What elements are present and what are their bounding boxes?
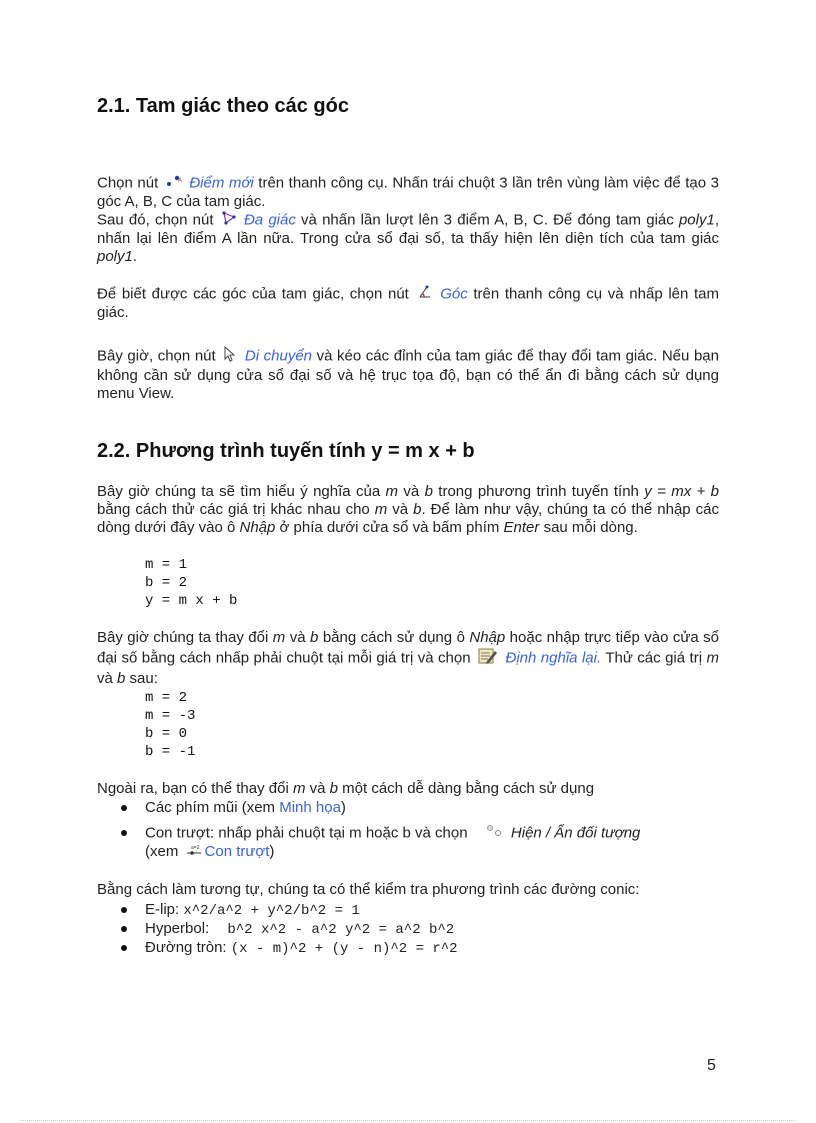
paragraph-move: Bây giờ, chọn nút Di chuyển và kéo các đỉnh của tam giác để thay đổi tam giác. Nếu bạn không cần sử dụng cửa sổ đại số và hệ trục tọa độ, bạn có thể ẩn đi bằng cách sử dụng menu View. xyxy=(97,347,719,402)
move-link[interactable]: Di chuyển xyxy=(244,347,312,365)
polygon-link[interactable]: Đa giác xyxy=(243,211,296,229)
show-hide-object-icon xyxy=(486,824,504,843)
redefine-icon xyxy=(478,647,498,670)
code-block-2 xyxy=(145,689,195,761)
paragraph-linear-intro: Bây giờ chúng ta sẽ tìm hiểu ý nghĩa của m và b trong phương trình tuyến tính y = mx + b bằng cách thử các giá trị khác nhau cho m và b. Để làm như vậy, chúng ta có thể nhập các dòng dưới đây vào ô Nhập ở phía dưới cửa sổ và bấm phím Enter sau mỗi dòng. xyxy=(97,483,720,536)
illustration-link[interactable]: Minh họa xyxy=(279,799,341,816)
paragraph-new-point: Chọn nút A Điểm mới trên thanh công cụ. Nhấn trái chuột 3 lần trên vùng làm việc để tạo 3 góc A, B, C của tam giác. xyxy=(97,174,719,210)
code-line: b = 2 xyxy=(145,575,188,591)
polygon-icon xyxy=(222,211,236,230)
svg-text:A: A xyxy=(177,178,182,184)
list-item: E-lip: x^2/a^2 + y^2/b^2 = 1 xyxy=(97,901,719,920)
section-heading-2-2: 2.2. Phương trình tuyến tính y = m x + b xyxy=(97,440,475,462)
code-block-1 xyxy=(145,556,237,610)
paragraph-angle: Để biết được các góc của tam giác, chọn nút Góc trên thanh công cụ và nhấp lên tam giác. xyxy=(97,285,720,321)
move-icon xyxy=(223,346,237,367)
angle-link[interactable]: Góc xyxy=(440,285,468,303)
new-point-link[interactable]: Điểm mới xyxy=(189,174,254,192)
list-item: Hyperbol: b^2 x^2 - a^2 y^2 = a^2 b^2 xyxy=(97,920,719,939)
bullet-list-controls xyxy=(97,799,719,861)
section-heading-2-1: 2.1. Tam giác theo các góc xyxy=(97,95,349,117)
slider-link[interactable]: Con trượt xyxy=(204,843,270,860)
page-bottom-divider xyxy=(20,1120,796,1121)
code-line: m = -3 xyxy=(145,708,196,724)
paragraph-change-values: Bây giờ chúng ta thay đổi m và b bằng cách sử dụng ô Nhập hoặc nhập trực tiếp vào cửa sổ đại số bằng cách nhấp phải chuột tại mỗi giá trị và chọn Định nghĩa lại. Thử các giá trị m và b sau: xyxy=(97,629,720,687)
code-line: m = 2 xyxy=(145,690,188,706)
code-line: m = 1 xyxy=(145,557,188,573)
list-item: Đường tròn: (x - m)^2 + (y - n)^2 = r^2 xyxy=(97,939,719,958)
paragraph-conic: Bằng cách làm tương tự, chúng ta có thể kiểm tra phương trình các đường conic: xyxy=(97,881,640,898)
new-point-icon xyxy=(166,174,182,193)
code-line: b = -1 xyxy=(145,744,196,760)
list-item: Con trượt: nhấp phải chuột tại m hoặc b và chọn Hiện / Ẩn đối tượng (xem a=2 Con trượt) xyxy=(97,824,719,861)
paragraph-alternatives: Ngoài ra, bạn có thể thay đổi m và b một cách dễ dàng bằng cách sử dụng xyxy=(97,780,595,797)
code-line: y = m x + b xyxy=(145,593,238,609)
code-line: b = 0 xyxy=(145,726,188,742)
angle-icon xyxy=(418,285,432,304)
bullet-list-conics xyxy=(97,901,719,958)
redefine-link[interactable]: Định nghĩa lại. xyxy=(505,649,602,667)
list-item: Các phím mũi (xem Minh họa) xyxy=(97,799,719,817)
svg-text:a=2: a=2 xyxy=(190,845,199,852)
page-number: 5 xyxy=(707,1057,716,1074)
slider-icon xyxy=(186,843,202,861)
paragraph-polygon: Sau đó, chọn nút Đa giác và nhấn lần lượt lên 3 điểm A, B, C. Để đóng tam giác poly1, nhấn lại lên điểm A lần nữa. Trong cửa sổ đại số, ta thấy hiện lên diện tích của tam giác poly1. xyxy=(97,211,719,265)
show-hide-object-label[interactable]: Hiện / Ẩn đối tượng xyxy=(510,824,641,842)
